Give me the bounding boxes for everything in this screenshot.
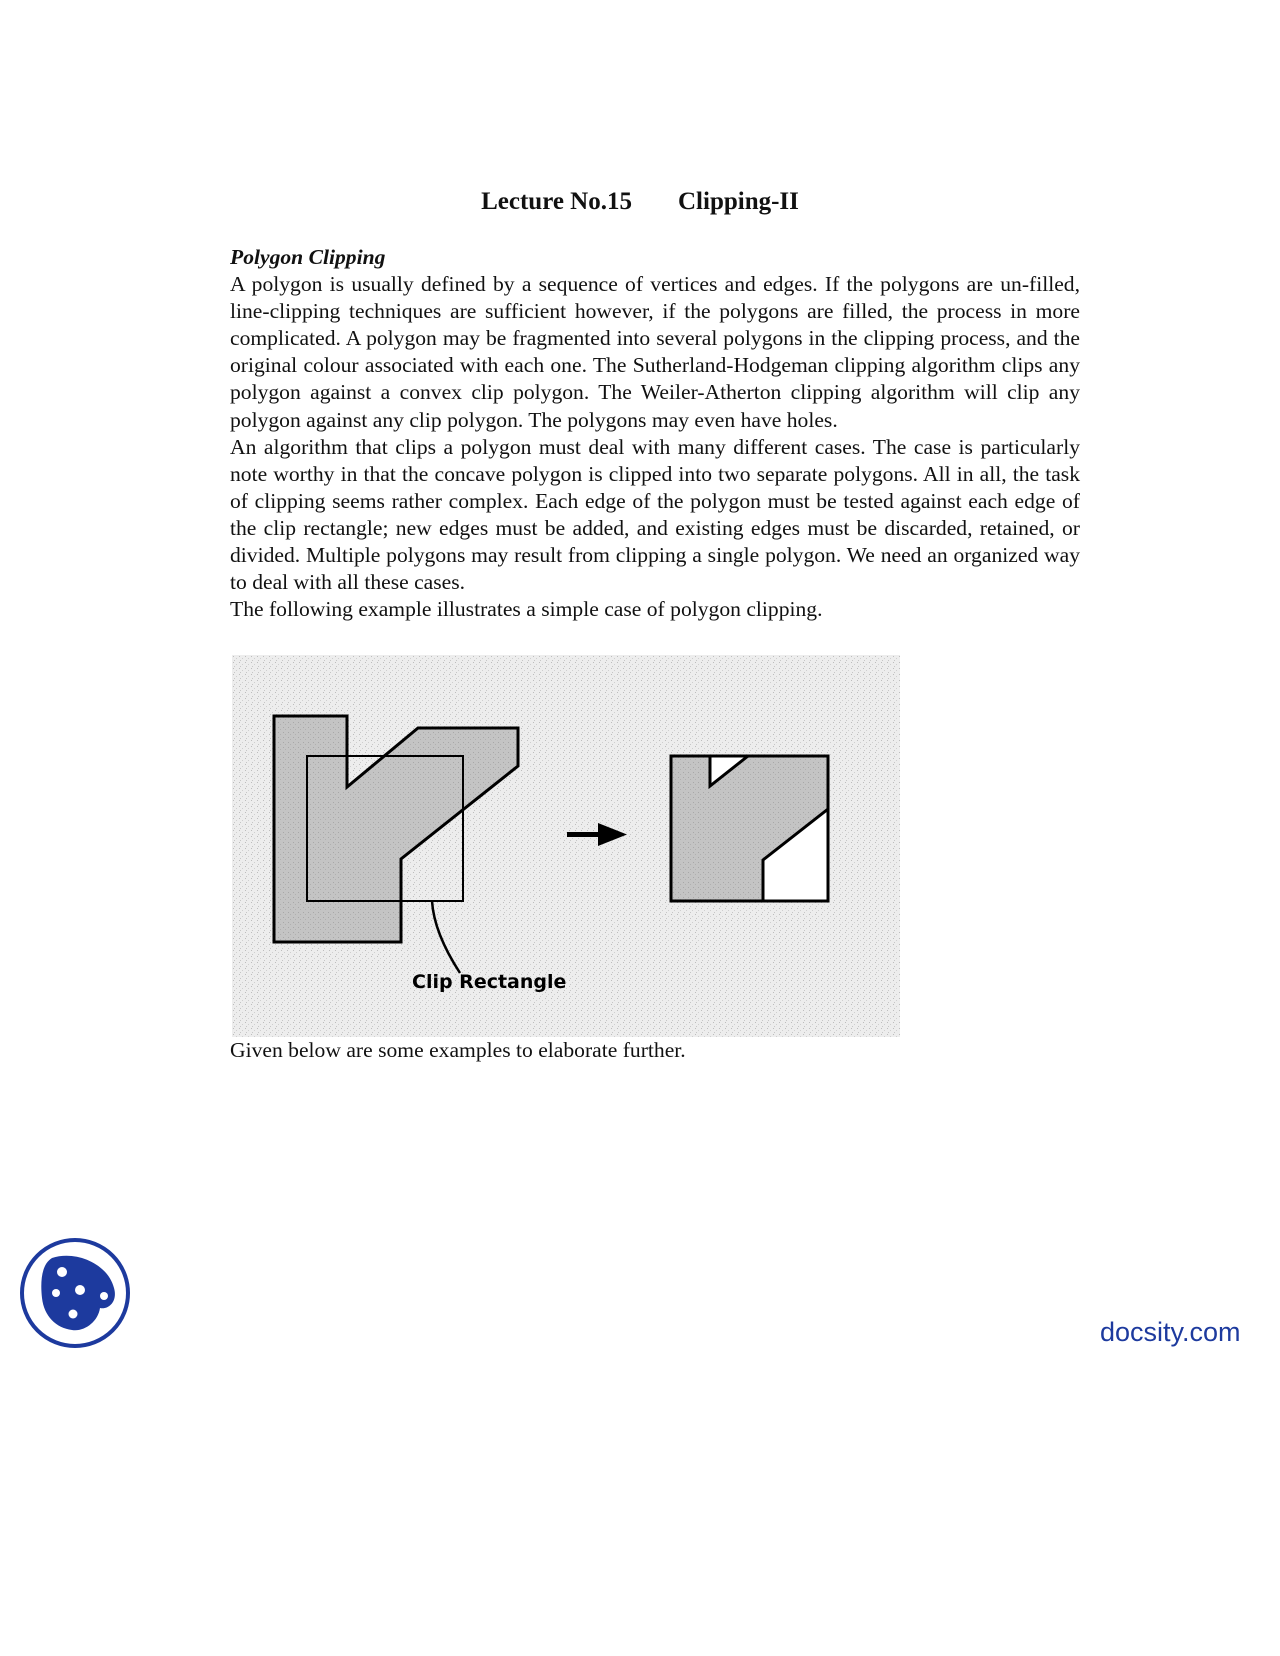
closing-paragraph: Given below are some examples to elaborate further.: [230, 1038, 686, 1062]
document-body: [230, 244, 1080, 623]
paragraph: A polygon is usually defined by a sequence of vertices and edges. If the polygons are un-filled, line-clipping techniques are sufficient however, if the polygons are filled, the process in more complicated. A polygon may be fragmented into several polygons in the clipping process, and the original colour associated with each one. The Sutherland-Hodgeman clipping algorithm clips any polygon against a convex clip polygon. The Weiler-Atherton clipping algorithm will clip any polygon against any clip polygon. The polygons may even have holes.: [230, 272, 1080, 432]
paragraph: The following example illustrates a simple case of polygon clipping.: [230, 597, 823, 622]
docsity-logo: [18, 1236, 132, 1350]
docsity-brand-link[interactable]: docsity.com: [1100, 1317, 1241, 1347]
paragraph: An algorithm that clips a polygon must deal with many different cases. The case is particularly note worthy in that the concave polygon is clipped into two separate polygons. All in all, the task of clipping seems rather complex. Each edge of the polygon must be tested against each edge of the clip rectangle; new edges must be added, and existing edges must be discarded, retained, or divided. Multiple polygons may result from clipping a single polygon. We need an organized way to deal with all these cases.: [230, 434, 1080, 595]
lecture-number: Lecture No.15: [481, 188, 632, 215]
lecture-topic: Clipping-II: [678, 188, 799, 215]
section-heading: Polygon Clipping: [230, 245, 386, 269]
polygon-clipping-figure: [232, 655, 900, 1037]
clip-rectangle-caption: Clip Rectangle: [412, 971, 567, 993]
page-title: [0, 186, 1280, 218]
